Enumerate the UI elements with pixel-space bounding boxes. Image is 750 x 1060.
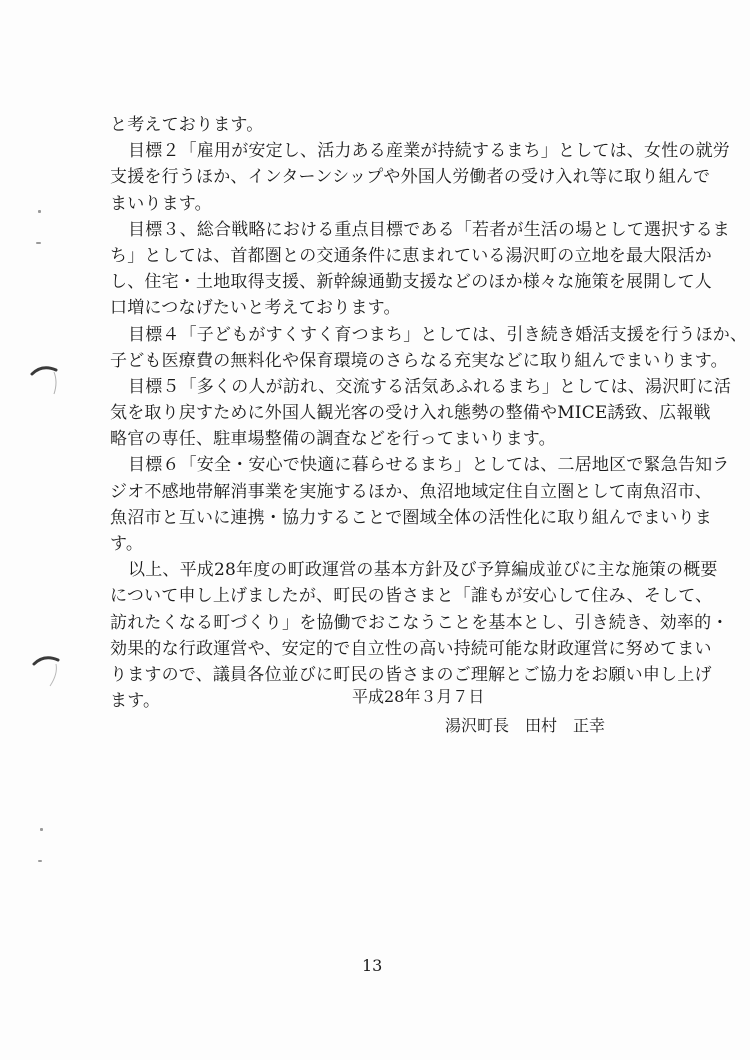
text-line: 目標３、総合戦略における重点目標である「若者が生活の場として選択するま	[128, 219, 730, 240]
text-line: 魚沼市と互いに連携・協力することで圏域全体の活性化に取り組んでまいりま	[110, 507, 712, 528]
text-line: 目標４「子どもがすくすく育つまち」としては、引き続き婚活支援を行うほか、	[128, 324, 748, 345]
punch-hole-mark	[30, 650, 70, 690]
text-line: と考えております。	[110, 115, 264, 135]
scan-speck	[38, 860, 42, 862]
body-text	[110, 112, 748, 714]
text-line: す。	[110, 534, 144, 554]
document-date: 平成28年３月７日	[352, 687, 485, 706]
page-number: 13	[362, 956, 383, 975]
punch-hole-mark	[28, 360, 68, 400]
text-line: 効果的な行政運営や、安定的で自立性の高い持続可能な財政運営に努めてまい	[110, 638, 712, 659]
text-line: まいります。	[110, 193, 212, 214]
text-line: 目標６「安全・安心で快適に暮らせるまち」としては、二居地区で緊急告知ラ	[128, 455, 730, 476]
text-line: ます。	[110, 691, 161, 712]
text-line: ち」としては、首都圏との交通条件に恵まれている湯沢町の立地を最大限活か	[110, 245, 712, 266]
text-line: 口増につなげたいと考えております。	[110, 298, 401, 319]
text-line: し、住宅・土地取得支援、新幹線通勤支援などのほか様々な施策を展開して人	[110, 272, 712, 293]
signature: 湯沢町長 田村 正幸	[445, 716, 606, 735]
text-line: について申し上げましたが、町民の皆さまと「誰もが安心して住み、そして、	[110, 586, 713, 607]
scan-speck	[38, 210, 41, 213]
text-line: 略官の専任、駐車場整備の調査などを行ってまいります。	[110, 429, 556, 450]
text-line: 子ども医療費の無料化や保育環境のさらなる充実などに取り組んでまいります。	[110, 350, 728, 371]
scan-speck	[40, 828, 43, 831]
text-line: 目標５「多くの人が訪れ、交流する活気あふれるまち」としては、湯沢町に活	[128, 376, 732, 397]
scan-speck	[36, 242, 41, 244]
text-line: ジオ不感地帯解消事業を実施するほか、魚沼地域定住自立圏として南魚沼市、	[110, 481, 712, 502]
text-line: 支援を行うほか、インターンシップや外国人労働者の受け入れ等に取り組んで	[110, 167, 711, 188]
text-line: りますので、議員各位並びに町民の皆さまのご理解とご協力をお願い申し上げ	[110, 664, 712, 685]
text-line: 訪れたくなる町づくり」を協働でおこなうことを基本とし、引き続き、効率的・	[110, 612, 729, 633]
text-line: 気を取り戻すために外国人観光客の受け入れ態勢の整備やMICE誘致、広報戦	[110, 403, 711, 424]
text-line: 目標２「雇用が安定し、活力ある産業が持続するまち」としては、女性の就労	[128, 141, 730, 162]
text-line: 以上、平成28年度の町政運営の基本方針及び予算編成並びに主な施策の概要	[128, 560, 718, 581]
